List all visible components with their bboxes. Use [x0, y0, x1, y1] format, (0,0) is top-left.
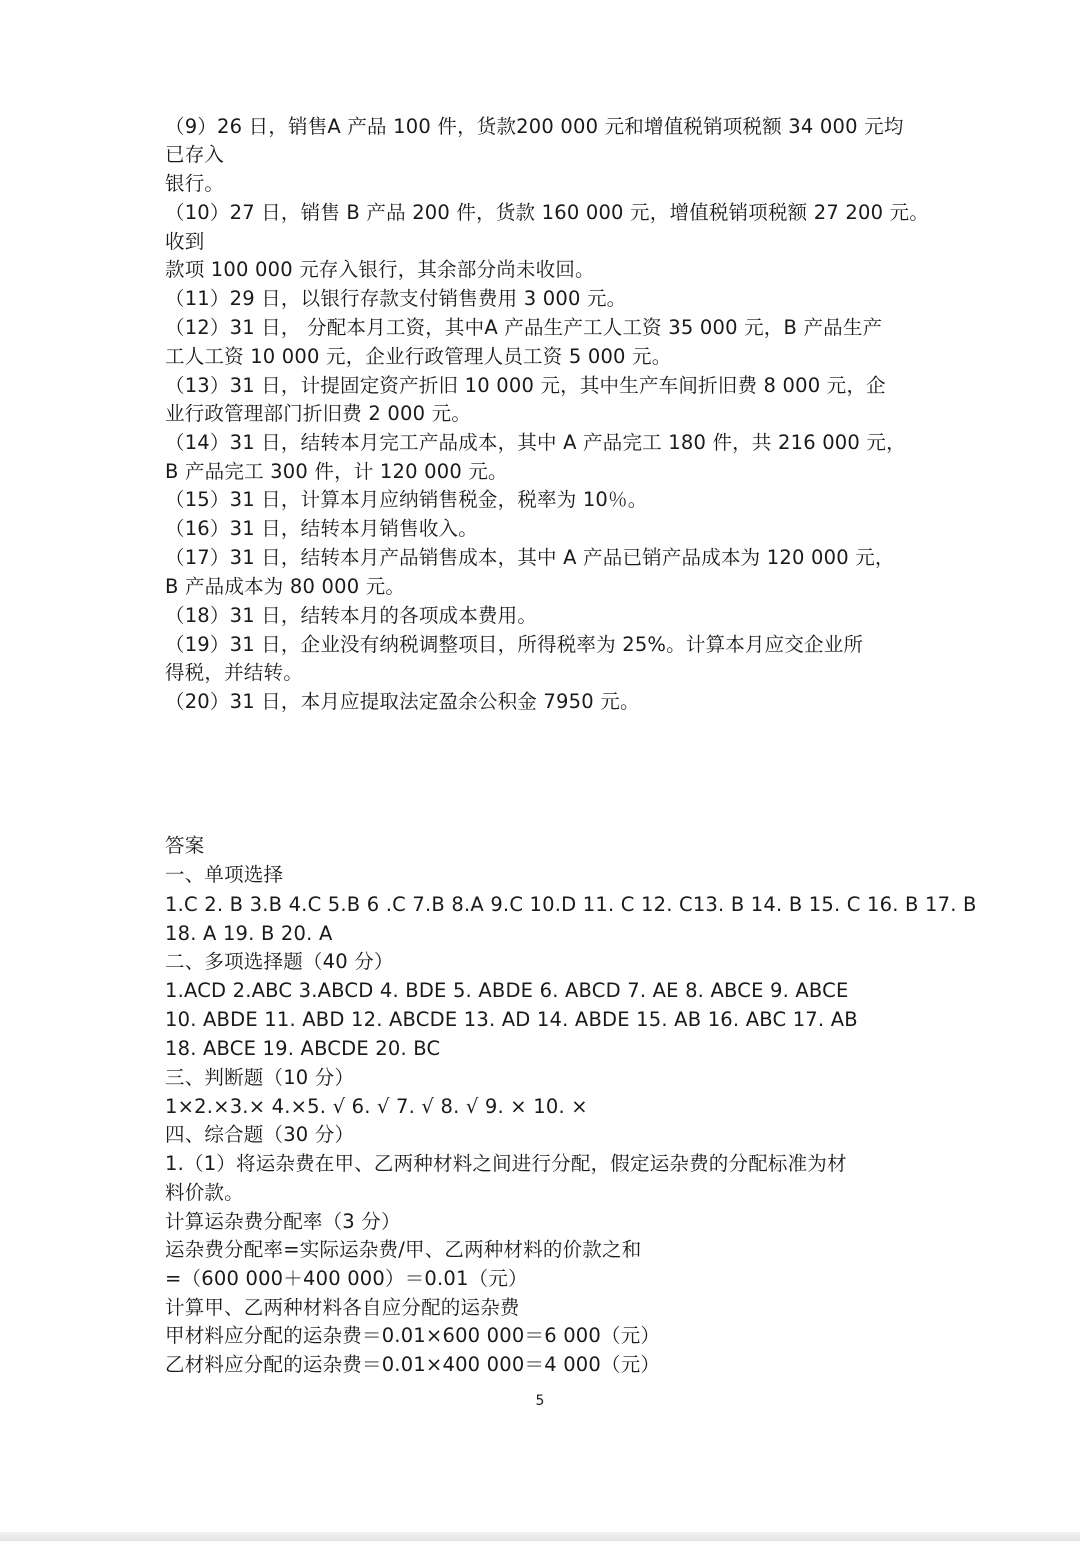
problem-item-19: （19）31 日，企业没有纳税调整项目，所得税率为 25%。计算本月应交企业所 — [165, 633, 864, 656]
problem-item-9-cont: 已存入 — [165, 143, 225, 166]
problem-item-11: （11）29 日，以银行存款支付销售费用 3 000 元。 — [165, 287, 627, 310]
problem-item-17: （17）31 日，结转本月产品销售成本，其中 A 产品已销产品成本为 120 000 元， — [165, 546, 895, 569]
problem-item-14: （14）31 日，结转本月完工产品成本，其中 A 产品完工 180 件，共 216 000 元， — [165, 431, 906, 454]
comprehensive-answer-line: 计算甲、乙两种材料各自应分配的运杂费 — [165, 1296, 520, 1319]
problem-item-9: （9）26 日，销售A 产品 100 件，货款200 000 元和增值税销项税额 34 000 元均 — [165, 115, 904, 138]
comprehensive-answer-line: 甲材料应分配的运杂费＝0.01×600 000＝6 000（元） — [165, 1324, 661, 1347]
problem-item-12: （12）31 日， 分配本月工资，其中A 产品生产工人工资 35 000 元，B 产品生产 — [165, 316, 883, 339]
problem-item-13: （13）31 日，计提固定资产折旧 10 000 元，其中生产车间折旧费 8 000 元，企 — [165, 374, 886, 397]
problem-item-9-cont: 银行。 — [165, 172, 225, 195]
multiple-choice-answers-cont: 18. ABCE 19. ABCDE 20. BC — [165, 1037, 441, 1060]
problem-item-12-cont: 工人工资 10 000 元，企业行政管理人员工资 5 000 元。 — [165, 345, 672, 368]
problem-item-15: （15）31 日，计算本月应纳销售税金，税率为 10％。 — [165, 488, 648, 511]
true-false-answers: 1×2.×3.× 4.×5. √ 6. √ 7. √ 8. √ 9. × 10. × — [165, 1095, 588, 1118]
section-single-choice-heading: 一、单项选择 — [165, 863, 284, 886]
section-comprehensive-heading: 四、综合题（30 分） — [165, 1123, 355, 1146]
section-multiple-choice-heading: 二、多项选择题（40 分） — [165, 950, 394, 973]
comprehensive-answer-line: 乙材料应分配的运杂费＝0.01×400 000＝4 000（元） — [165, 1353, 661, 1376]
problem-item-18: （18）31 日，结转本月的各项成本费用。 — [165, 604, 538, 627]
section-true-false-heading: 三、判断题（10 分） — [165, 1066, 355, 1089]
comprehensive-answer-line: =（600 000＋400 000）＝0.01（元） — [165, 1267, 528, 1290]
page-number: 5 — [535, 1393, 545, 1409]
problem-item-14-cont: B 产品完工 300 件，计 120 000 元。 — [165, 460, 508, 483]
problem-item-10-cont: 款项 100 000 元存入银行，其余部分尚未收回。 — [165, 258, 595, 281]
multiple-choice-answers-cont: 10. ABDE 11. ABD 12. ABCDE 13. AD 14. ABDE 15. AB 16. ABC 17. AB — [165, 1008, 858, 1031]
answer-heading: 答案 — [165, 834, 205, 857]
comprehensive-answer-line: 1.（1）将运杂费在甲、乙两种材料之间进行分配，假定运杂费的分配标准为材 — [165, 1152, 847, 1175]
problem-item-13-cont: 业行政管理部门折旧费 2 000 元。 — [165, 402, 472, 425]
problem-item-16: （16）31 日，结转本月销售收入。 — [165, 517, 478, 540]
page-bottom-edge — [0, 1532, 1080, 1541]
comprehensive-answer-line: 运杂费分配率=实际运杂费/甲、乙两种材料的价款之和 — [165, 1238, 642, 1261]
problem-item-20: （20）31 日，本月应提取法定盈余公积金 7950 元。 — [165, 690, 640, 713]
problem-item-10: （10）27 日，销售 B 产品 200 件，货款 160 000 元，增值税销项税额 27 200 元。 — [165, 201, 929, 224]
multiple-choice-answers: 1.ACD 2.ABC 3.ABCD 4. BDE 5. ABDE 6. ABCD 7. AE 8. ABCE 9. ABCE — [165, 979, 849, 1002]
problem-item-10-cont: 收到 — [165, 230, 205, 253]
comprehensive-answer-line: 计算运杂费分配率（3 分） — [165, 1210, 401, 1233]
problem-item-17-cont: B 产品成本为 80 000 元。 — [165, 575, 406, 598]
comprehensive-answer-line: 料价款。 — [165, 1181, 244, 1204]
single-choice-answers: 1.C 2. B 3.B 4.C 5.B 6 .C 7.B 8.A 9.C 10.D 11. C 12. C13. B 14. B 15. C 16. B 17. B — [165, 893, 977, 916]
single-choice-answers-cont: 18. A 19. B 20. A — [165, 922, 333, 945]
problem-item-19-cont: 得税，并结转。 — [165, 661, 303, 684]
